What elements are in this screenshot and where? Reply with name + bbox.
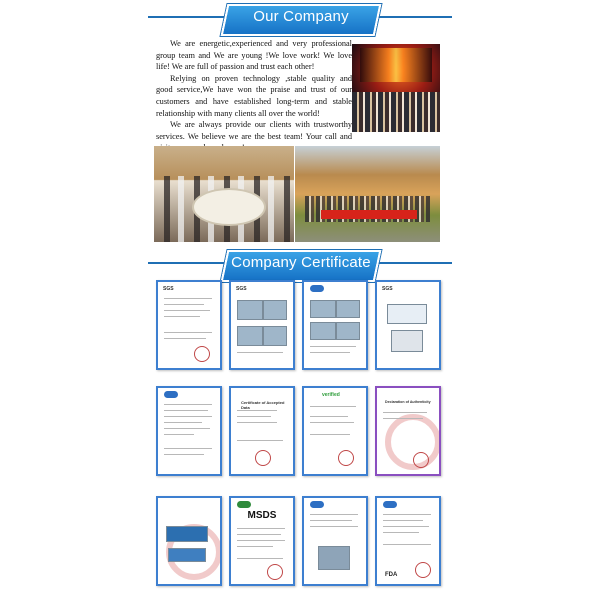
seal-stamp: [413, 452, 429, 468]
certificate-logo: [237, 501, 251, 508]
seal-stamp: [255, 450, 271, 466]
text-line: [383, 418, 423, 419]
certificate-header: SGS: [382, 286, 393, 292]
certificate-sgs-report: [156, 280, 222, 370]
team-dinner-photo: [154, 146, 294, 242]
text-line: [237, 540, 285, 541]
text-line: [383, 544, 431, 545]
seal-stamp: [338, 450, 354, 466]
text-line: [164, 298, 212, 299]
certificate-header: SGS: [163, 286, 174, 292]
text-line: [237, 422, 277, 423]
photo-thumbnail: [237, 326, 263, 346]
text-line: [310, 526, 358, 527]
text-line: [310, 416, 348, 417]
text-line: [383, 412, 427, 413]
text-line: [310, 406, 356, 407]
text-line: [164, 304, 204, 305]
photo-thumbnail: [318, 546, 350, 570]
text-line: [164, 310, 210, 311]
dinner-table: [192, 188, 266, 226]
photo-thumbnail: [336, 300, 360, 318]
text-line: [310, 434, 350, 435]
certificate-msds: [229, 496, 295, 586]
text-line: [164, 454, 204, 455]
section-title-our-company: Our Company: [253, 8, 349, 25]
text-line: [383, 514, 431, 515]
text-line: [237, 352, 283, 353]
company-intro: [156, 38, 352, 154]
seal-stamp: [194, 346, 210, 362]
certificate-logo: [310, 501, 324, 508]
seal-stamp: [415, 562, 431, 578]
text-line: [237, 410, 277, 411]
photo-thumbnail: [391, 330, 423, 352]
stage-event-photo: [352, 44, 440, 132]
text-line: [383, 526, 429, 527]
certificate-verified: [302, 386, 368, 476]
text-line: [164, 404, 212, 405]
banner-dots-left: · · · · · ·: [152, 260, 186, 268]
fda-mark: FDA: [385, 572, 398, 578]
text-line: [383, 532, 419, 533]
certificate-logo: [383, 501, 397, 508]
certificate-accepted-data: [229, 386, 295, 476]
photo-thumbnail: [263, 326, 287, 346]
text-line: [383, 520, 423, 521]
certificate-header: verified: [322, 392, 340, 398]
certificate-header: Certificate of Accepted Data: [241, 400, 285, 410]
text-line: [310, 346, 356, 347]
section-title-company-certificate: Company Certificate: [231, 254, 371, 271]
certificate-fda: [375, 496, 441, 586]
text-line: [164, 410, 208, 411]
certificate-sgs-photo: [375, 280, 441, 370]
certificate-test-results: [302, 496, 368, 586]
product-photo: [166, 526, 208, 542]
text-line: [164, 448, 212, 449]
text-line: [237, 440, 283, 441]
stage-crowd: [352, 92, 440, 132]
banner-dots-right: · · · · · ·: [414, 14, 448, 22]
text-line: [310, 514, 358, 515]
text-line: [237, 558, 283, 559]
photo-thumbnail: [387, 304, 427, 324]
intro-paragraph-1: We are energetic,experienced and very professional group team and We are young !We love work! We love life! We are full of passion and trust each other!: [156, 39, 352, 72]
certificate-product-photo: [156, 496, 222, 586]
certificate-photos-report: [302, 280, 368, 370]
text-line: [237, 534, 281, 535]
certificate-sgs-photos: [229, 280, 295, 370]
text-line: [164, 434, 194, 435]
msds-title: MSDS: [247, 510, 277, 521]
photo-thumbnail: [310, 322, 336, 340]
stage-screen: [360, 48, 432, 82]
team-red-banner: [321, 210, 417, 219]
photo-thumbnail: [237, 300, 263, 320]
text-line: [237, 546, 273, 547]
text-line: [164, 332, 212, 333]
certificate-logo: [164, 391, 178, 398]
text-line: [310, 422, 354, 423]
text-line: [310, 352, 350, 353]
text-line: [237, 416, 271, 417]
seal-stamp: [267, 564, 283, 580]
text-line: [237, 528, 285, 529]
banner-dots-right: · · · · · ·: [414, 260, 448, 268]
intro-paragraph-2: Relying on proven technology ,stable quality and good service,We have won the praise and trust of our customers and have established long-term and stable relationship with many clients all over the world!: [156, 73, 352, 118]
certificate-test-report: [156, 386, 222, 476]
certificate-authenticity: [375, 386, 441, 476]
certificate-logo: [310, 285, 324, 292]
photo-thumbnail: [310, 300, 336, 318]
text-line: [164, 428, 210, 429]
certificate-header: SGS: [236, 286, 247, 292]
text-line: [164, 316, 200, 317]
team-outing-photo: [295, 146, 440, 242]
photo-thumbnail: [263, 300, 287, 320]
text-line: [164, 416, 212, 417]
product-photo: [168, 548, 206, 562]
certificate-header: Declaration of Authenticity: [385, 400, 431, 404]
our-company-banner: [148, 2, 452, 36]
intro-paragraph-3: We are always provide our clients with trustworthy services. We believe we are the best team! Your call and: [156, 120, 352, 141]
banner-dots-left: · · · · · ·: [152, 14, 186, 22]
text-line: [164, 338, 206, 339]
text-line: [310, 520, 352, 521]
photo-thumbnail: [336, 322, 360, 340]
text-line: [164, 422, 202, 423]
company-certificate-banner: [148, 248, 452, 282]
